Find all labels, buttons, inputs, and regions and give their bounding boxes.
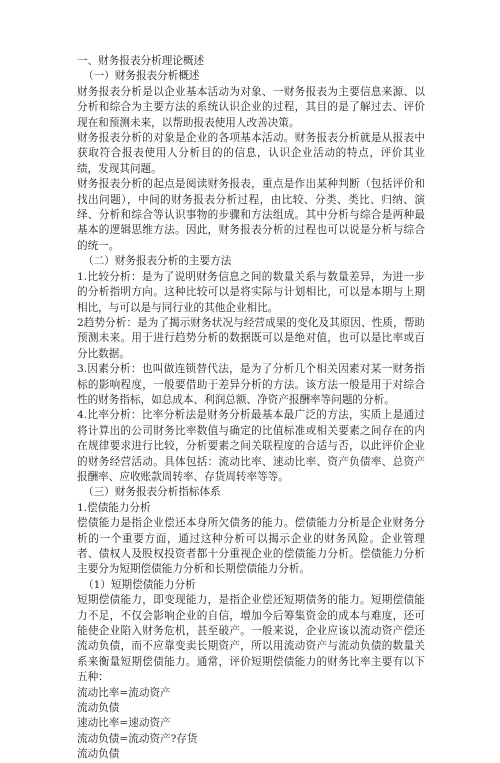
paragraph: 1.比较分析：是为了说明财务信息之间的数量关系与数量差异，为进一步的分析指明方向。这种比较可以是将实际与计划相比，可以是本期与上期相比，与可以是与同行业的其他企业相比。 — [77, 270, 425, 314]
paragraph: 财务报表分析的对象是企业的各项基本活动。财务报表分析就是从报表中获取符合报表使用人分析目的的信息，认识企业活动的特点，评价其业绩，发现其问题。 — [77, 132, 425, 175]
section-heading: 一、财务报表分析理论概述 — [77, 55, 205, 67]
paragraph: 短期偿债能力，即变现能力，是指企业偿还短期债务的能力。短期偿债能力不足，不仅会影响企业的自信，增加今后筹集资金的成本与难度，还可能使企业陷入财务危机，甚至破产。一般来说，企业应该以流动资产偿还流动负债，而不应靠变卖长期资产，所以用流动资产与流动负债的数量关系来衡量短期偿债能力。通常，评价短期偿债能力的财务比率主要有以下五种： — [77, 594, 425, 684]
paragraph: 3.因素分析：也叫做连锁替代法，是为了分析几个相关因素对某一财务指标的影响程度，一般要借助于差异分析的方法。该方法一般是用于对综合性的财务指标，如总成本、利润总额、净资产报酬率等问题的分析。 — [77, 363, 425, 406]
formula-line: 速动比率=速动资产 — [77, 717, 171, 730]
paragraph: 1.偿债能力分析 — [77, 501, 151, 514]
paragraph: 4.比率分析：比率分析法是财务分析最基本最广泛的方法，实质上是通过将计算出的公司財务比率数值与确定的比值标准或相关要素之间存在的内在规律要求进行比较，分析要素之间关联程度的合适与否，以此评价企业的财务经营活动。具体包括：流动比率、速动比率、资产负债率、总资产报酬率、应收账款周转率、存货周转率等等。 — [77, 409, 425, 483]
sub-subsection-heading: （1）短期偿债能力分析 — [83, 578, 196, 591]
formula-line: 流动负债 — [77, 748, 120, 761]
formula-line: 流动比率=流动资产 — [77, 686, 171, 699]
formula-line: 流动负债 — [77, 702, 120, 715]
document-body — [77, 54, 425, 763]
subsection-heading: （二）财务报表分析的主要方法 — [83, 255, 232, 268]
subsection-heading: （三）财务报表分析指标体系 — [83, 486, 221, 499]
formula-line: 流动负债=流动资产?存货 — [77, 732, 198, 745]
subsection-heading: （一）财务报表分析概述 — [83, 70, 200, 83]
paragraph: 2趋势分析：是为了揭示财务状况与经营成果的变化及其原因、性质，帮助预测未来。用于进行趋势分析的数据既可以是绝对值，也可以是比率或百分比数据。 — [77, 316, 425, 360]
paragraph: 财务报表分析是以企业基本活动为对象、一财务报表为主要信息来源、以分析和综合为主要方法的系统认识企业的过程，其目的是了解过去、评价现在和预测未来，以帮助报表使用人改善决策。 — [77, 85, 425, 129]
paragraph: 财务报表分析的起点是阅读财务报表，重点是作出某种判断（包括评价和找出问题），中间的财务报表分析过程，由比较、分类、类比、归纳、演绎、分析和综合等认识事物的步骤和方法组成。其中分析与综合是两种最基本的逻辑思维方法。因此，财务报表分析的过程也可以说是分析与综合的统一。 — [77, 178, 425, 252]
paragraph: 偿债能力是指企业偿还本身所欠债务的能力。偿债能力分析是企业财务分析的一个重要方面，通过这种分析可以揭示企业的财务风险。企业管理者、债权人及股权投资者都十分重视企业的偿债能力分析。偿债能力分析主要分为短期偿债能力分析和长期偿债能力分析。 — [77, 517, 425, 576]
